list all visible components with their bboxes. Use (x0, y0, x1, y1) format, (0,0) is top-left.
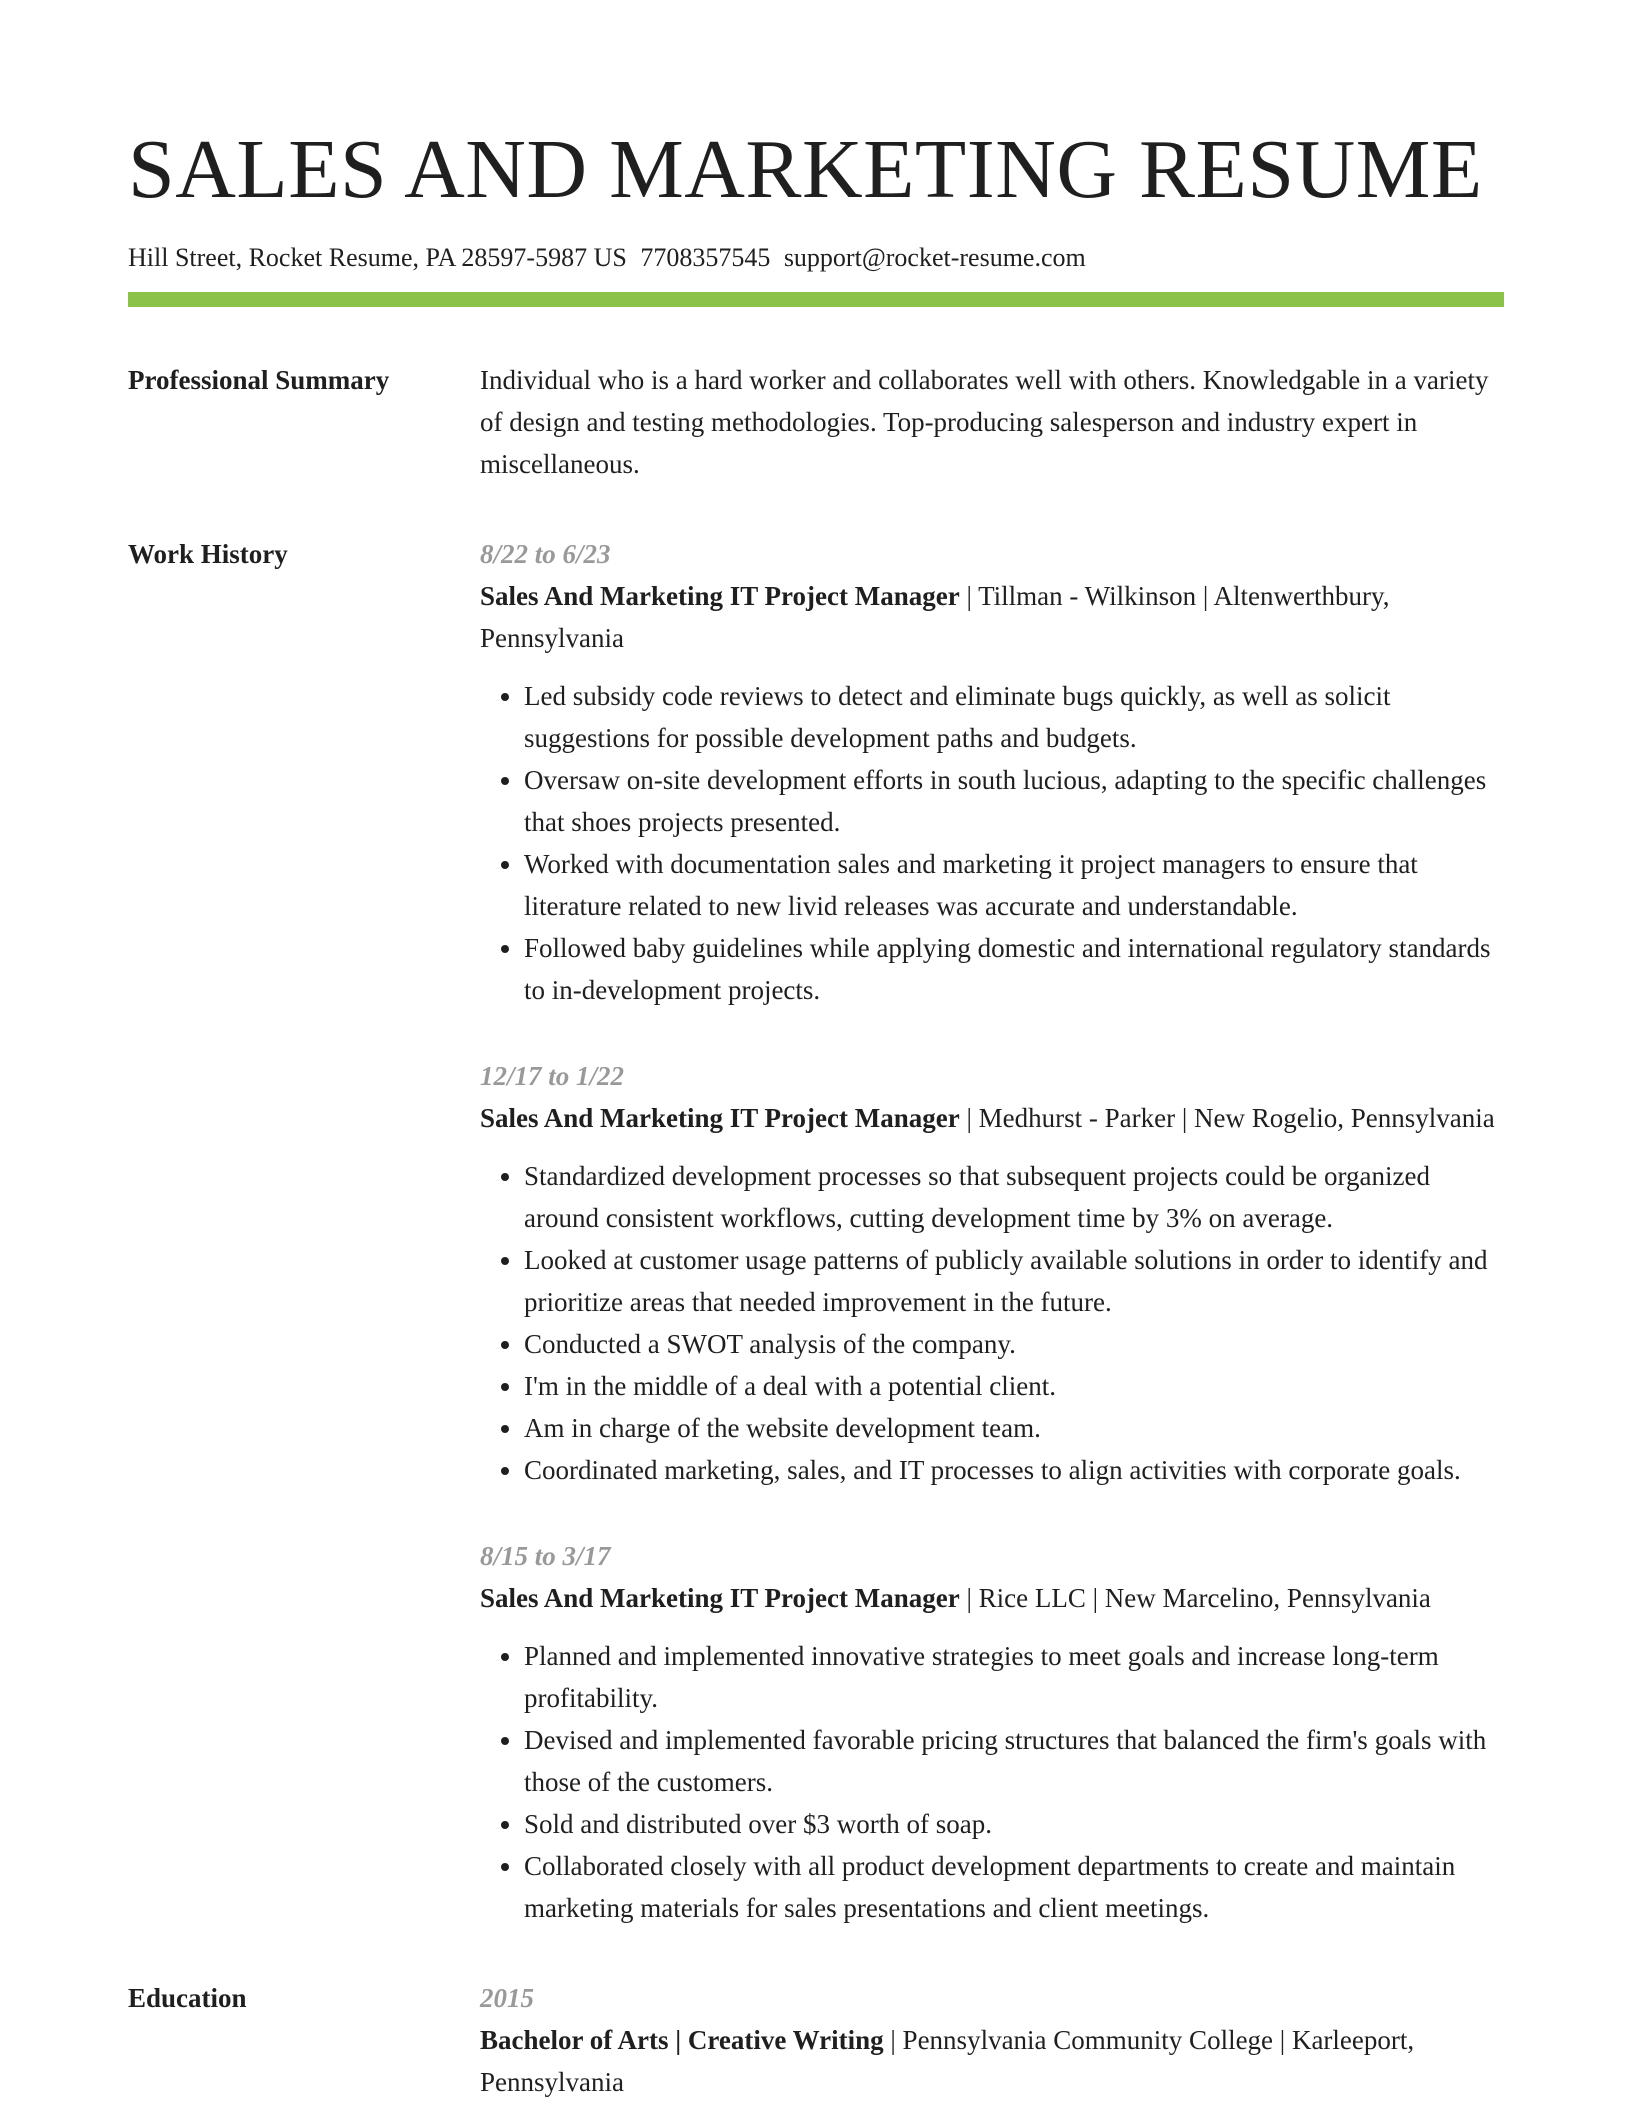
contact-phone: 7708357545 (640, 243, 771, 272)
education-date: 2015 (480, 1983, 534, 2013)
job-dates: 8/22 to 6/23 (480, 539, 611, 569)
header-divider (128, 292, 1504, 307)
job-employer-location: | Tillman - Wilkinson | Altenwerthbury, Pennsylvania (480, 581, 1390, 653)
education-school-location: | Pennsylvania Community College | Karleeport, Pennsylvania (480, 2025, 1415, 2097)
job-entry (480, 1535, 1504, 1929)
job-bullet: • Planned and implemented innovative strategies to meet goals and increase long-term profitability. (524, 1635, 1504, 1719)
job-bullet: • Followed baby guidelines while applying domestic and international regulatory standards to in-development projects. (524, 927, 1504, 1011)
contact-email: support@rocket-resume.com (783, 243, 1086, 272)
job-bullets (480, 1635, 1504, 1929)
resume-title: SALES AND MARKETING RESUME (128, 123, 1483, 216)
job-bullet: • Am in charge of the website development team. (524, 1407, 1504, 1449)
job-dates: 12/17 to 1/22 (480, 1061, 625, 1091)
job-entry (480, 533, 1504, 1011)
job-employer-location: | Rice LLC | New Marcelino, Pennsylvania (959, 1583, 1431, 1613)
job-bullet: • Oversaw on-site development efforts in south lucious, adapting to the specific challenges that shoes projects presented. (524, 759, 1504, 843)
section-label-education: Education (128, 1983, 247, 2013)
job-bullet: • Collaborated closely with all product development departments to create and maintain marketing materials for sales presentations and client meetings. (524, 1845, 1504, 1929)
summary-section (128, 359, 1504, 485)
education-body (480, 1977, 1504, 2103)
job-dates: 8/15 to 3/17 (480, 1541, 611, 1571)
job-employer-location: | Medhurst - Parker | New Rogelio, Pennsylvania (959, 1103, 1495, 1133)
job-title: Sales And Marketing IT Project Manager (480, 1103, 960, 1133)
summary-body (480, 359, 1504, 485)
contact-address: Hill Street, Rocket Resume, PA 28597-5987 US (128, 243, 627, 272)
job-entry (480, 1055, 1504, 1491)
job-bullet: • Sold and distributed over $3 worth of soap. (524, 1803, 1504, 1845)
contact-line (128, 242, 1504, 274)
job-bullets (480, 1155, 1504, 1491)
section-label-work-history: Work History (128, 539, 288, 569)
job-bullet: • Led subsidy code reviews to detect and eliminate bugs quickly, as well as solicit suggestions for possible development paths and budgets. (524, 675, 1504, 759)
education-section (128, 1977, 1504, 2103)
section-label-summary: Professional Summary (128, 365, 390, 395)
summary-text: Individual who is a hard worker and collaborates well with others. Knowledgable in a variety of design and testing methodologies. Top-producing salesperson and industry expert in miscellaneous. (480, 365, 1489, 479)
job-bullets (480, 675, 1504, 1011)
job-role-line (480, 1097, 1504, 1139)
job-bullet: • Devised and implemented favorable pricing structures that balanced the firm's goals with those of the customers. (524, 1719, 1504, 1803)
education-degree: Bachelor of Arts | Creative Writing (480, 2025, 884, 2055)
work-history-body (480, 533, 1504, 1929)
job-bullet: • Looked at customer usage patterns of publicly available solutions in order to identify and prioritize areas that needed improvement in the future. (524, 1239, 1504, 1323)
job-bullet: • Worked with documentation sales and marketing it project managers to ensure that literature related to new livid releases was accurate and understandable. (524, 843, 1504, 927)
job-bullet: • Coordinated marketing, sales, and IT processes to align activities with corporate goals. (524, 1449, 1504, 1491)
job-role-line (480, 575, 1504, 659)
job-title: Sales And Marketing IT Project Manager (480, 1583, 960, 1613)
education-entry (480, 1977, 1504, 2103)
job-role-line (480, 1577, 1504, 1619)
work-history-section (128, 533, 1504, 1929)
job-bullet: • Standardized development processes so that subsequent projects could be organized around consistent workflows, cutting development time by 3% on average. (524, 1155, 1504, 1239)
job-title: Sales And Marketing IT Project Manager (480, 581, 960, 611)
job-bullet: • Conducted a SWOT analysis of the company. (524, 1323, 1504, 1365)
education-degree-line (480, 2019, 1504, 2103)
job-bullet: • I'm in the middle of a deal with a potential client. (524, 1365, 1504, 1407)
resume-page (128, 0, 1504, 2103)
